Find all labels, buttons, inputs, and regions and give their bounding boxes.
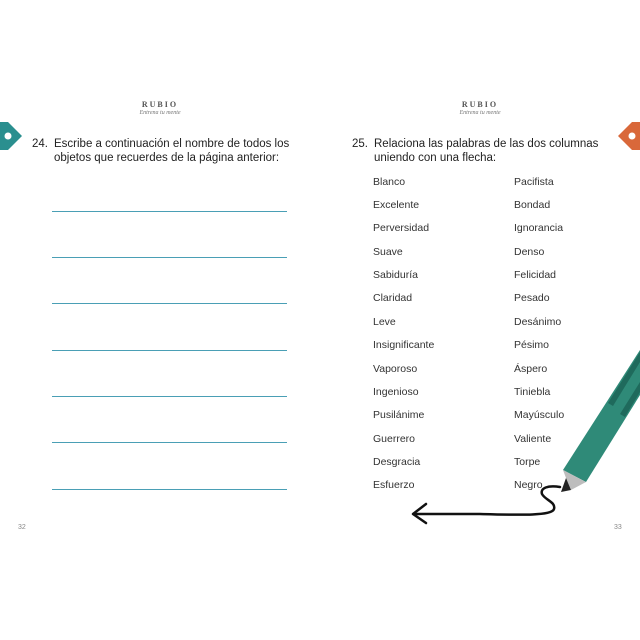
column-b-word[interactable]: Valiente	[514, 433, 552, 445]
question-number: 25.	[352, 138, 368, 150]
column-a-word[interactable]: Ingenioso	[373, 386, 419, 398]
column-a-word[interactable]: Suave	[373, 246, 403, 258]
column-b-word[interactable]: Torpe	[514, 456, 541, 468]
column-b-word[interactable]: Pesado	[514, 292, 550, 304]
column-b-word[interactable]: Tiniebla	[514, 386, 551, 398]
column-a-word[interactable]: Guerrero	[373, 433, 416, 445]
column-b-word[interactable]: Pésimo	[514, 339, 550, 351]
question-text-line1: Relaciona las palabras de las dos columnas	[374, 138, 599, 150]
arrow-line	[416, 486, 560, 514]
column-a-word[interactable]: Desgracia	[373, 456, 421, 468]
brand-tagline: Entrena tu mente	[139, 110, 181, 116]
column-b-word[interactable]: Pacifista	[514, 176, 554, 188]
column-a-word[interactable]: Leve	[373, 316, 396, 328]
column-a-word[interactable]: Sabiduría	[373, 269, 418, 281]
column-b-word[interactable]: Mayúsculo	[514, 409, 565, 421]
question-number: 24.	[32, 138, 48, 150]
column-b-word[interactable]: Bondad	[514, 199, 551, 211]
pencil-icon	[561, 350, 640, 492]
brand-logo: RUBIO	[141, 100, 179, 109]
column-a-word[interactable]: Esfuerzo	[373, 479, 415, 491]
column-a-word[interactable]: Blanco	[373, 176, 406, 188]
column-a-word[interactable]: Excelente	[373, 199, 420, 211]
question-text-line1: Escribe a continuación el nombre de todos los	[54, 138, 290, 150]
brand-tagline: Entrena tu mente	[459, 110, 501, 116]
column-b-word[interactable]: Ignorancia	[514, 222, 564, 234]
column-b-word[interactable]: Negro	[514, 479, 543, 491]
column-b-word[interactable]: Áspero	[514, 363, 548, 375]
brand-logo: RUBIO	[461, 100, 499, 109]
column-a-word[interactable]: Insignificante	[373, 339, 435, 351]
page-number: 33	[614, 524, 622, 531]
question-text-line2: uniendo con una flecha:	[374, 152, 497, 164]
column-b-word[interactable]: Desánimo	[514, 316, 562, 328]
column-a-word[interactable]: Perversidad	[373, 222, 430, 234]
column-b-word[interactable]: Felicidad	[514, 269, 557, 281]
column-a-word[interactable]: Vaporoso	[373, 363, 418, 375]
question-text-line2: objetos que recuerdes de la página anterior:	[54, 152, 280, 164]
page-number: 32	[18, 524, 26, 531]
column-b-word[interactable]: Denso	[514, 246, 545, 258]
column-a-word[interactable]: Pusilánime	[373, 409, 425, 421]
column-a-word[interactable]: Claridad	[373, 292, 413, 304]
